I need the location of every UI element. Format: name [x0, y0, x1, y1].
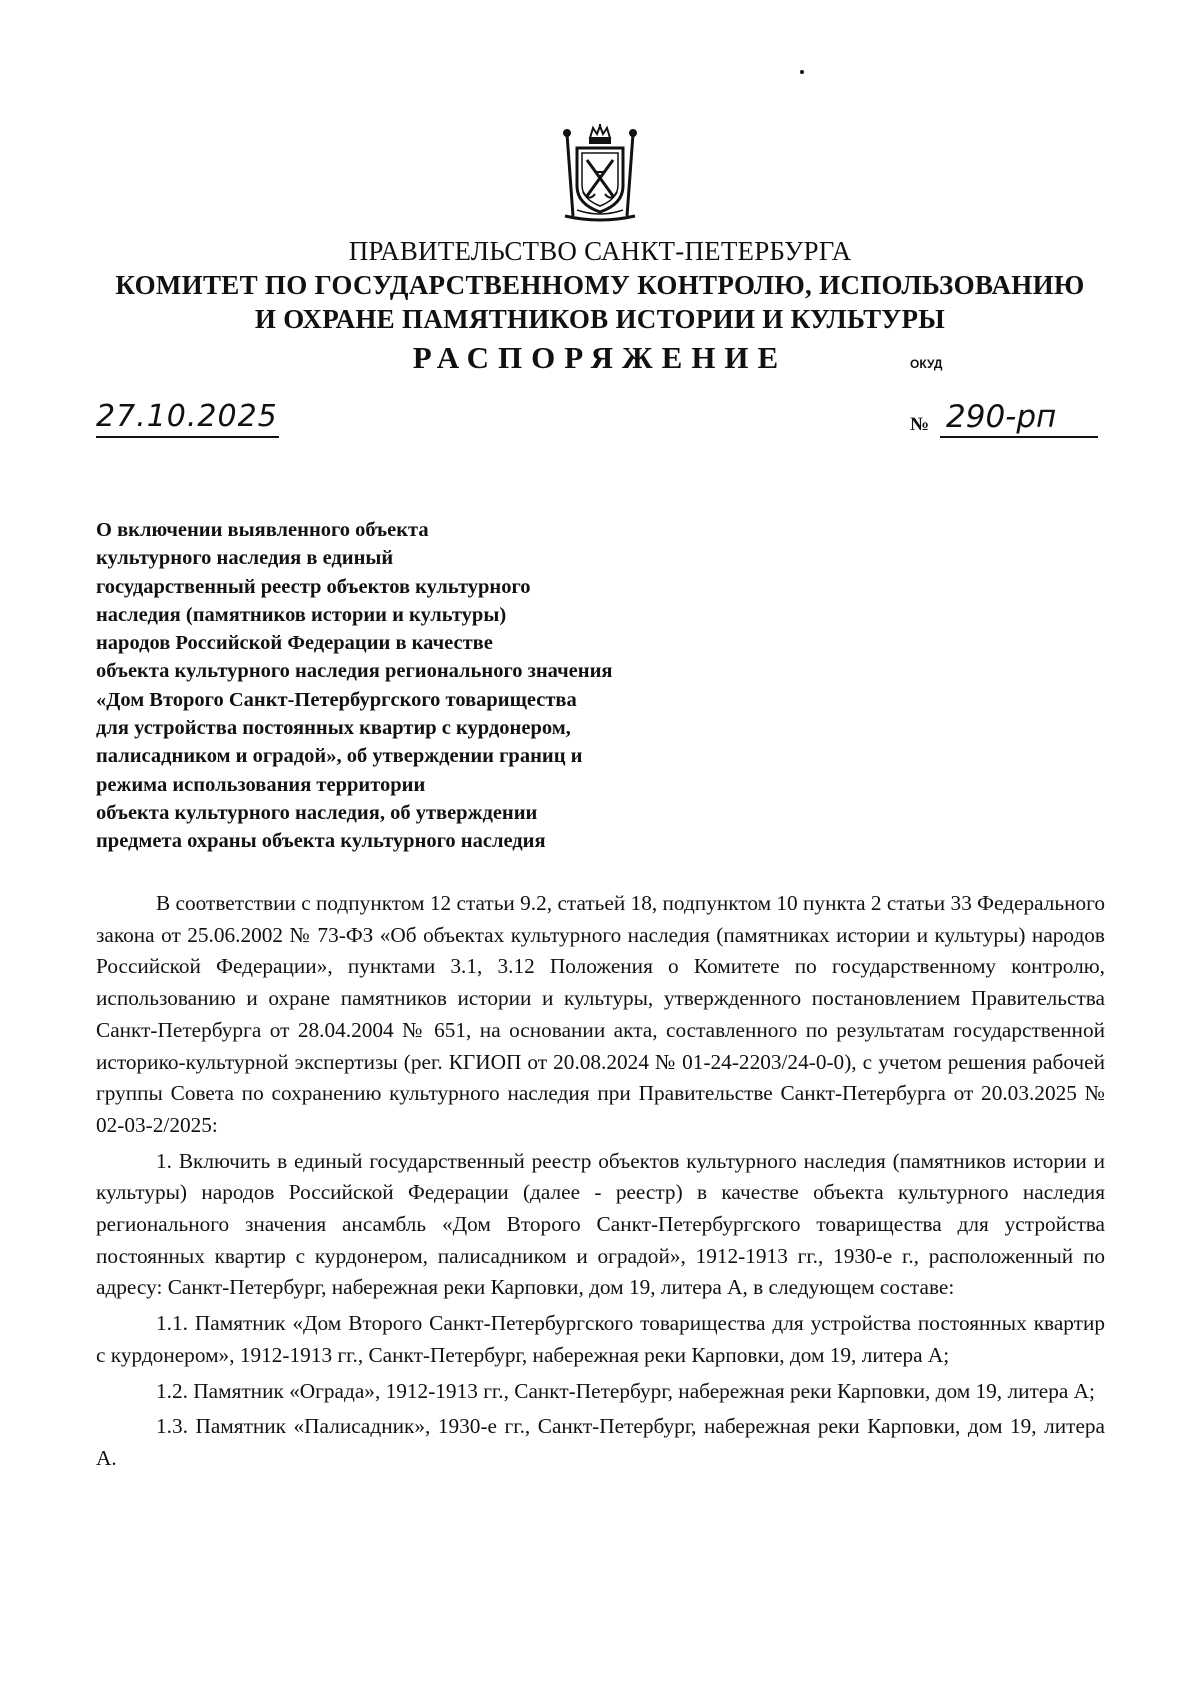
subject-line: народов Российской Федерации в качестве — [96, 632, 493, 655]
subject-line: объекта культурного наследия регионального значения — [96, 660, 613, 683]
subject-line: культурного наследия в единый — [96, 547, 394, 570]
subject-line: палисадником и оградой», об утверждении границ и — [96, 745, 583, 768]
document-subject — [96, 516, 736, 856]
okud-label: ОКУД — [910, 357, 943, 371]
committee-line: И ОХРАНЕ ПАМЯТНИКОВ ИСТОРИИ И КУЛЬТУРЫ — [254, 304, 946, 334]
clause-1: 1. Включить в единый государственный реестр объектов культурного наследия (памятников истории и культуры) народов Российской Федерации (далее - реестр) в качестве объекта культурного наследия регионального значения ансамбль «Дом Второго Санкт-Петербургского товарищества для устройства постоянных квартир с курдонером, палисадником и оградой», 1912-1913 гг., 1930-е г., расположенный по адресу: Санкт-Петербург, набережная реки Карповки, дом 19, литера А, в следующем составе: — [96, 1148, 1105, 1300]
committee-line: КОМИТЕТ ПО ГОСУДАРСТВЕННОМУ КОНТРОЛЮ, ИСПОЛЬЗОВАНИЮ — [115, 270, 1085, 300]
subject-line: предмета охраны объекта культурного наследия — [96, 830, 546, 853]
clause-1-3: 1.3. Памятник «Палисадник», 1930-е гг., Санкт-Петербург, набережная реки Карповки, дом 19, литера А. — [96, 1414, 1105, 1470]
document-number: 290-рп — [940, 398, 1098, 438]
document-date: 27.10.2025 — [96, 398, 279, 438]
clause-1-2: 1.2. Памятник «Ограда», 1912-1913 гг., Санкт-Петербург, набережная реки Карповки, дом 19, литера А; — [156, 1378, 1095, 1403]
committee-name — [0, 268, 1200, 336]
preamble-paragraph: В соответствии с подпунктом 12 статьи 9.2, статьей 18, подпунктом 10 пункта 2 статьи 33 Федерального закона от 25.06.2002 № 73-ФЗ «Об объектах культурного наследия (памятниках истории и культуры) народов Российской Федерации», пунктами 3.1, 3.12 Положения о Комитете по государственному контролю, использованию и охране памятников истории и культуры, утвержденного постановлением Правительства Санкт-Петербурга от 28.04.2004 № 651, на основании акта, составленного по результатам государственной историко-культурной экспертизы (рег. КГИОП от 20.08.2024 № 01-24-2203/24-0-0), с учетом решения рабочей группы Совета по сохранению культурного наследия при Правительстве Санкт-Петербурга от 20.03.2025 № 02-03-2/2025: — [96, 891, 1105, 1137]
document-body — [96, 888, 1105, 1475]
government-name: ПРАВИТЕЛЬСТВО САНКТ-ПЕТЕРБУРГА — [348, 236, 852, 266]
scan-speck — [800, 70, 804, 74]
subject-line: наследия (памятников истории и культуры) — [96, 603, 507, 626]
subject-line: государственный реестр объектов культурного — [96, 575, 531, 598]
subject-line: для устройства постоянных квартир с курдонером, — [96, 717, 571, 740]
subject-line: О включении выявленного объекта — [96, 519, 429, 541]
coat-of-arms-icon — [555, 124, 645, 224]
subject-line: режима использования территории — [96, 773, 426, 796]
document-type: РАСПОРЯЖЕНИЕ — [412, 340, 788, 375]
subject-line: объекта культурного наследия, об утверждении — [96, 801, 538, 824]
number-label: № — [910, 414, 930, 435]
clause-1-1: 1.1. Памятник «Дом Второго Санкт-Петербургского товарищества для устройства постоянных квартир с курдонером», 1912-1913 гг., Санкт-Петербург, набережная реки Карповки, дом 19, литера А; — [96, 1311, 1105, 1367]
subject-line: «Дом Второго Санкт-Петербургского товарищества — [96, 688, 577, 711]
